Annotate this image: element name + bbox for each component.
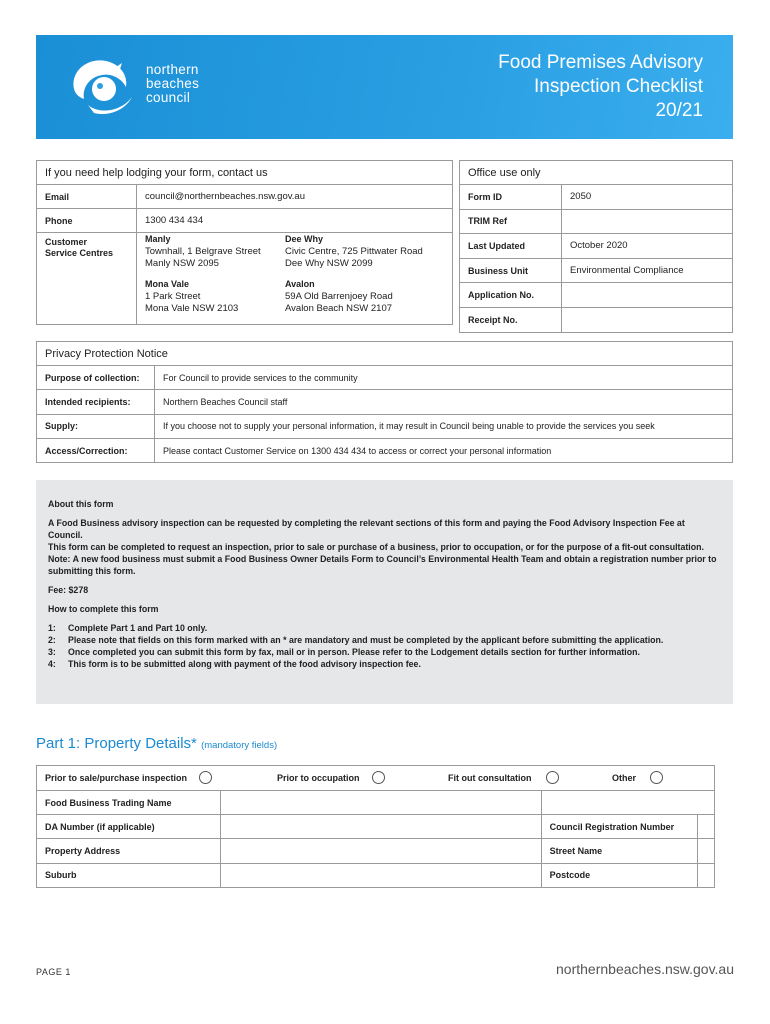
form-title	[498, 51, 703, 123]
option-label: Other	[612, 772, 637, 783]
trim-ref-field[interactable]	[562, 209, 733, 234]
about-paragraph: This form can be completed to request an inspection, prior to sale or purchase of a business, prior to occupation, or for the purpose of a fit-out consultation.	[48, 542, 704, 552]
centre-address: Manly NSW 2095	[145, 258, 219, 269]
part1-heading	[36, 735, 277, 752]
help-contact-table	[36, 160, 453, 325]
service-centres-label-line: Customer	[45, 237, 88, 247]
inspection-type-row	[37, 766, 715, 791]
last-updated-value: October 2020	[562, 234, 733, 259]
centre-address: 1 Park Street	[145, 291, 201, 302]
fee-text: Fee: $278	[48, 585, 89, 595]
office-row-label: TRIM Ref	[460, 209, 562, 234]
council-registration-label: Council Registration Number	[541, 815, 697, 839]
centre-address: Civic Centre, 725 Pittwater Road	[285, 246, 423, 257]
centre-name: Avalon	[285, 279, 315, 289]
office-use-table	[459, 160, 733, 333]
part1-subtitle: (mandatory fields)	[201, 740, 278, 751]
email-value[interactable]: council@northernbeaches.nsw.gov.au	[137, 185, 453, 209]
about-form-panel	[36, 480, 733, 704]
centre-dee-why	[285, 233, 425, 270]
council-logo-icon	[66, 53, 138, 119]
form-id-value: 2050	[562, 185, 733, 210]
header-banner	[36, 35, 733, 139]
da-number-field[interactable]	[221, 815, 542, 839]
title-line: Food Premises Advisory	[498, 52, 703, 73]
email-label: Email	[37, 185, 137, 209]
privacy-row-label: Access/Correction:	[37, 438, 155, 462]
receipt-no-field[interactable]	[562, 307, 733, 332]
option-label: Prior to sale/purchase inspection	[45, 772, 188, 783]
step-number: 1:	[48, 623, 56, 633]
trading-name-field[interactable]	[221, 791, 542, 815]
phone-value[interactable]: 1300 434 434	[137, 209, 453, 233]
office-row-label: Business Unit	[460, 258, 562, 283]
title-line: 20/21	[655, 100, 703, 121]
radio-fit-out[interactable]	[546, 771, 559, 784]
radio-sale-purchase[interactable]	[199, 771, 212, 784]
logo-line: northern	[146, 62, 199, 77]
trading-name-label: Food Business Trading Name	[37, 791, 221, 815]
radio-prior-occupation[interactable]	[372, 771, 385, 784]
service-centres-label-line: Service Centres	[45, 248, 114, 258]
office-row-label: Form ID	[460, 185, 562, 210]
page-number: PAGE 1	[36, 967, 71, 977]
phone-label: Phone	[37, 209, 137, 233]
step-text: This form is to be submitted along with payment of the food advisory inspection fee.	[68, 659, 421, 669]
step-number: 4:	[48, 659, 56, 669]
property-address-label: Property Address	[37, 839, 221, 863]
office-row-label: Receipt No.	[460, 307, 562, 332]
da-number-label: DA Number (if applicable)	[37, 815, 221, 839]
privacy-row-label: Supply:	[37, 414, 155, 438]
about-note: Note: A new food business must submit a Food Business Owner Details Form to Council’s Environmental Health Team and obtain a registration number prior to submitting this form.	[48, 554, 717, 576]
service-centres-label	[37, 233, 137, 325]
suburb-label: Suburb	[37, 863, 221, 887]
title-line: Inspection Checklist	[534, 76, 703, 97]
service-centres-list	[137, 233, 453, 325]
centre-address: Avalon Beach NSW 2107	[285, 303, 393, 314]
street-name-field[interactable]	[698, 839, 715, 863]
option-prior-occupation[interactable]	[277, 771, 385, 784]
privacy-row-label: Purpose of collection:	[37, 366, 155, 390]
option-label: Fit out consultation	[448, 772, 532, 783]
centre-address: Mona Vale NSW 2103	[145, 303, 239, 314]
help-heading: If you need help lodging your form, contact us	[37, 161, 453, 185]
step-number: 2:	[48, 635, 56, 645]
centre-avalon	[285, 278, 425, 315]
option-label: Prior to occupation	[277, 772, 360, 783]
list-item	[48, 646, 721, 658]
privacy-row-value: Northern Beaches Council staff	[155, 390, 733, 414]
council-registration-field[interactable]	[698, 815, 715, 839]
privacy-row-label: Intended recipients:	[37, 390, 155, 414]
privacy-row-value: For Council to provide services to the community	[155, 366, 733, 390]
privacy-heading: Privacy Protection Notice	[37, 342, 733, 366]
privacy-row-value: Please contact Customer Service on 1300 434 434 to access or correct your personal information	[155, 438, 733, 462]
how-to-heading: How to complete this form	[48, 604, 159, 614]
step-text: Complete Part 1 and Part 10 only.	[68, 623, 208, 633]
centre-manly	[145, 233, 285, 270]
step-text: Once completed you can submit this form by fax, mail or in person. Please refer to the Lodgement details section for further information.	[68, 647, 640, 657]
centre-mona-vale	[145, 278, 285, 315]
suburb-field[interactable]	[221, 863, 542, 887]
option-fit-out[interactable]	[448, 771, 559, 784]
option-sale-purchase[interactable]	[45, 771, 212, 784]
step-text: Please note that fields on this form marked with an * are mandatory and must be completed by the applicant before submitting the application.	[68, 635, 664, 645]
logo-line: council	[146, 90, 191, 105]
how-to-steps	[48, 622, 721, 670]
logo-line: beaches	[146, 76, 200, 91]
centre-name: Manly	[145, 234, 171, 244]
footer-url[interactable]: northernbeaches.nsw.gov.au	[556, 961, 734, 977]
postcode-field[interactable]	[698, 863, 715, 887]
trading-name-field-extra[interactable]	[541, 791, 714, 815]
list-item	[48, 634, 721, 646]
list-item	[48, 658, 721, 670]
logo-wordmark	[146, 63, 199, 105]
office-row-label: Application No.	[460, 283, 562, 308]
business-unit-value: Environmental Compliance	[562, 258, 733, 283]
centre-address: Dee Why NSW 2099	[285, 258, 373, 269]
application-no-field[interactable]	[562, 283, 733, 308]
street-name-label: Street Name	[541, 839, 697, 863]
privacy-row-value: If you choose not to supply your personal information, it may result in Council being unable to provide the services you seek	[155, 414, 733, 438]
centre-name: Dee Why	[285, 234, 324, 244]
list-item	[48, 622, 721, 634]
radio-other[interactable]	[650, 771, 663, 784]
centre-name: Mona Vale	[145, 279, 190, 289]
property-details-table	[36, 765, 715, 888]
about-paragraph: A Food Business advisory inspection can be requested by completing the relevant sections of this form and paying the Food Advisory Inspection Fee at Council.	[48, 518, 685, 540]
privacy-notice-table	[36, 341, 733, 463]
postcode-label: Postcode	[541, 863, 697, 887]
office-row-label: Last Updated	[460, 234, 562, 259]
step-number: 3:	[48, 647, 56, 657]
centre-address: Townhall, 1 Belgrave Street	[145, 246, 261, 257]
about-heading: About this form	[48, 499, 114, 509]
property-address-field[interactable]	[221, 839, 542, 863]
option-other[interactable]	[612, 771, 663, 784]
centre-address: 59A Old Barrenjoey Road	[285, 291, 393, 302]
office-heading: Office use only	[460, 161, 733, 185]
part1-title-text: Part 1: Property Details*	[36, 735, 197, 752]
